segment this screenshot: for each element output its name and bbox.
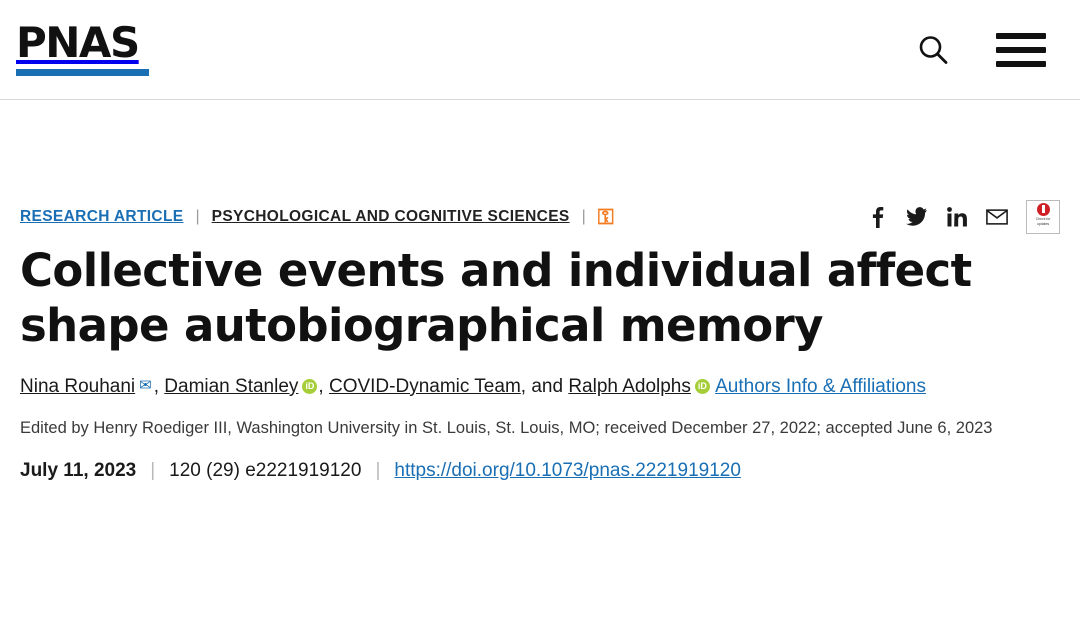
open-access-icon: ⚿ [597, 205, 614, 229]
hamburger-bars [996, 33, 1046, 67]
meta-separator-1: | [195, 208, 200, 225]
crossmark-dot-icon [1037, 203, 1050, 216]
article-subject-link[interactable]: PSYCHOLOGICAL AND COGNITIVE SCIENCES [211, 208, 570, 225]
editor-note: Edited by Henry Roediger III, Washington University in St. Louis, St. Louis, MO; received December 27, 2022; accepted June 6, 2023 [20, 419, 993, 438]
crossmark-line-2: updates [1036, 222, 1050, 227]
email-share-icon[interactable] [986, 205, 1008, 229]
article-meta-row [20, 200, 1060, 234]
linkedin-icon-svg [947, 207, 967, 227]
publication-date: July 11, 2023 [20, 459, 137, 481]
email-icon-svg [986, 208, 1008, 226]
publication-line [20, 460, 1060, 482]
author-link-3[interactable]: COVID-Dynamic Team [328, 375, 521, 397]
doi-link[interactable]: https://doi.org/10.1073/pnas.2221919120 [394, 459, 741, 481]
twitter-icon-svg [906, 207, 928, 227]
author-link-1[interactable]: Nina Rouhani [20, 375, 136, 397]
linkedin-share-icon[interactable] [946, 205, 968, 229]
meta-separator-2: | [581, 208, 586, 225]
pnas-logo-text: PNAS [16, 18, 139, 68]
authors-info-affiliations-link[interactable]: Authors Info & Affiliations [715, 375, 926, 397]
pnas-logo-underline [16, 69, 149, 76]
author-sep-1: , [153, 375, 165, 397]
crossmark-badge[interactable] [1026, 200, 1060, 234]
share-buttons [866, 200, 1060, 234]
facebook-icon-svg [871, 206, 884, 228]
site-header [0, 0, 1080, 100]
article-type-link[interactable]: RESEARCH ARTICLE [20, 208, 184, 225]
article-header-block [0, 200, 1080, 482]
search-icon-svg [916, 33, 950, 67]
page-title: Collective events and individual affect shape autobiographical memory [20, 244, 972, 352]
corresponding-author-email-icon[interactable]: ✉ [139, 376, 152, 394]
twitter-share-icon[interactable] [906, 205, 928, 229]
author-list [20, 372, 1050, 401]
author-sep-3: , and [520, 375, 569, 397]
orcid-icon-4[interactable]: iD [695, 379, 710, 394]
pub-separator-1: | [150, 459, 156, 481]
author-link-4[interactable]: Ralph Adolphs [568, 375, 691, 397]
orcid-icon-2[interactable]: iD [302, 379, 317, 394]
volume-issue-article: 120 (29) e2221919120 [169, 459, 362, 481]
pub-separator-2: | [375, 459, 381, 481]
author-sep-2: , [318, 375, 329, 397]
facebook-share-icon[interactable] [866, 205, 888, 229]
search-icon[interactable] [916, 33, 950, 67]
crossmark-line-1: Check for [1035, 217, 1051, 221]
hamburger-menu-icon[interactable] [996, 33, 1046, 67]
pnas-logo[interactable] [16, 18, 149, 76]
author-link-2[interactable]: Damian Stanley [164, 375, 299, 397]
header-actions [916, 33, 1064, 67]
